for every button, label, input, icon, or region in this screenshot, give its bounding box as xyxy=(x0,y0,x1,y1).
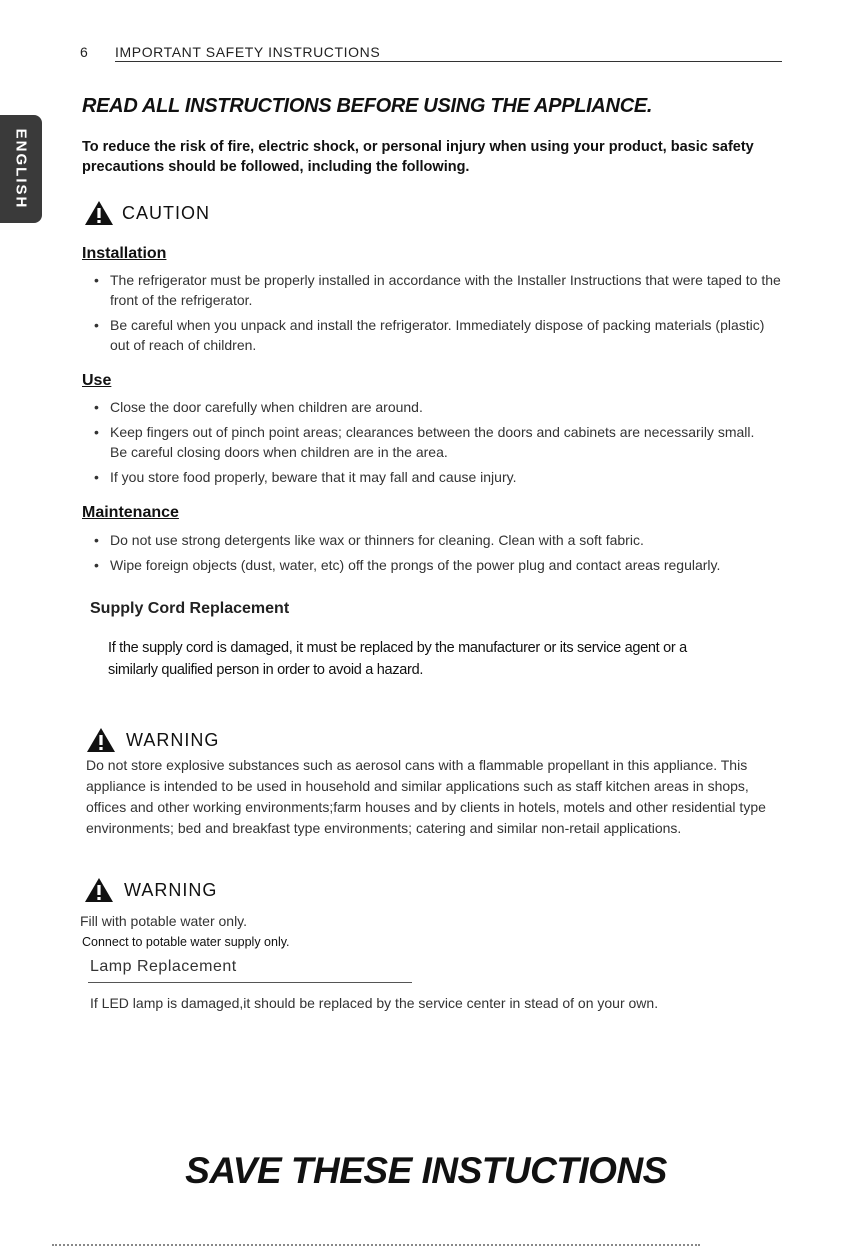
list-item: • If you store food properly, beware that it may fall and cause injury. xyxy=(82,467,762,487)
warning-heading xyxy=(86,727,219,753)
supply-cord-text: If the supply cord is damaged, it must be replaced by the manufacturer or its service agent or a similarly qualified person in order to avoid a hazard. xyxy=(108,640,687,678)
main-title: READ ALL INSTRUCTIONS BEFORE USING THE APPLIANCE. xyxy=(82,95,653,117)
intro-text: To reduce the risk of fire, electric shock, or personal injury when using your product, basic safety precautions should be followed, including the following. xyxy=(82,139,754,175)
warning-text: Do not store explosive substances such as aerosol cans with a flammable propellant in this appliance. This appliance is intended to be used in household and similar applications such as staff kitchen areas in shops, offices and other working environments;farm houses and by clients in hotels, motels and other residential type environments; bed and breakfast type environments; catering and similar non-retail applications. xyxy=(86,757,766,836)
potable-water-supply-text: Connect to potable water supply only. xyxy=(82,935,290,949)
warning-label: WARNING xyxy=(124,879,218,900)
page-header-title: IMPORTANT SAFETY INSTRUCTIONS xyxy=(115,44,381,60)
list-item: • Be careful when you unpack and install the refrigerator. Immediately dispose of packing materials (plastic) out of reach of children. xyxy=(82,315,782,355)
installation-list xyxy=(82,270,782,360)
list-item: • The refrigerator must be properly installed in accordance with the Installer Instructions that were taped to the front of the refrigerator. xyxy=(82,270,782,310)
potable-water-fill-text: Fill with potable water only. xyxy=(80,913,248,929)
supply-cord-heading: Supply Cord Replacement xyxy=(90,600,290,617)
use-list xyxy=(82,397,762,492)
lamp-replacement-heading: Lamp Replacement xyxy=(90,958,237,975)
list-item: • Close the door carefully when children are around. xyxy=(82,397,762,417)
lamp-heading-underline xyxy=(88,982,412,983)
language-tab xyxy=(0,115,42,223)
bottom-dotted-line xyxy=(52,1244,700,1249)
language-tab-label: ENGLISH xyxy=(12,128,30,210)
use-heading: Use xyxy=(82,372,112,389)
page-number: 6 xyxy=(80,44,89,60)
list-item: • Keep fingers out of pinch point areas; clearances between the doors and cabinets are necessarily small. Be careful closing doors when children are in the area. xyxy=(82,422,762,462)
maintenance-heading: Maintenance xyxy=(82,504,179,521)
caution-label: CAUTION xyxy=(122,202,210,223)
lamp-replacement-text: If LED lamp is damaged,it should be replaced by the service center in stead of on your own. xyxy=(90,995,659,1011)
list-item: • Wipe foreign objects (dust, water, etc) off the prongs of the power plug and contact areas regularly. xyxy=(82,555,782,575)
warning-triangle-icon xyxy=(84,200,114,226)
save-instructions-footer: SAVE THESE INSTUCTIONS xyxy=(185,1150,667,1191)
header-divider xyxy=(115,61,782,62)
list-item: • Do not use strong detergents like wax or thinners for cleaning. Clean with a soft fabric. xyxy=(82,530,782,550)
warning-triangle-icon xyxy=(86,727,116,753)
warning-triangle-icon xyxy=(84,877,114,903)
installation-heading: Installation xyxy=(82,245,167,262)
maintenance-list xyxy=(82,530,782,580)
caution-heading xyxy=(84,199,210,227)
warning-heading xyxy=(84,877,217,903)
warning-label: WARNING xyxy=(126,729,220,750)
